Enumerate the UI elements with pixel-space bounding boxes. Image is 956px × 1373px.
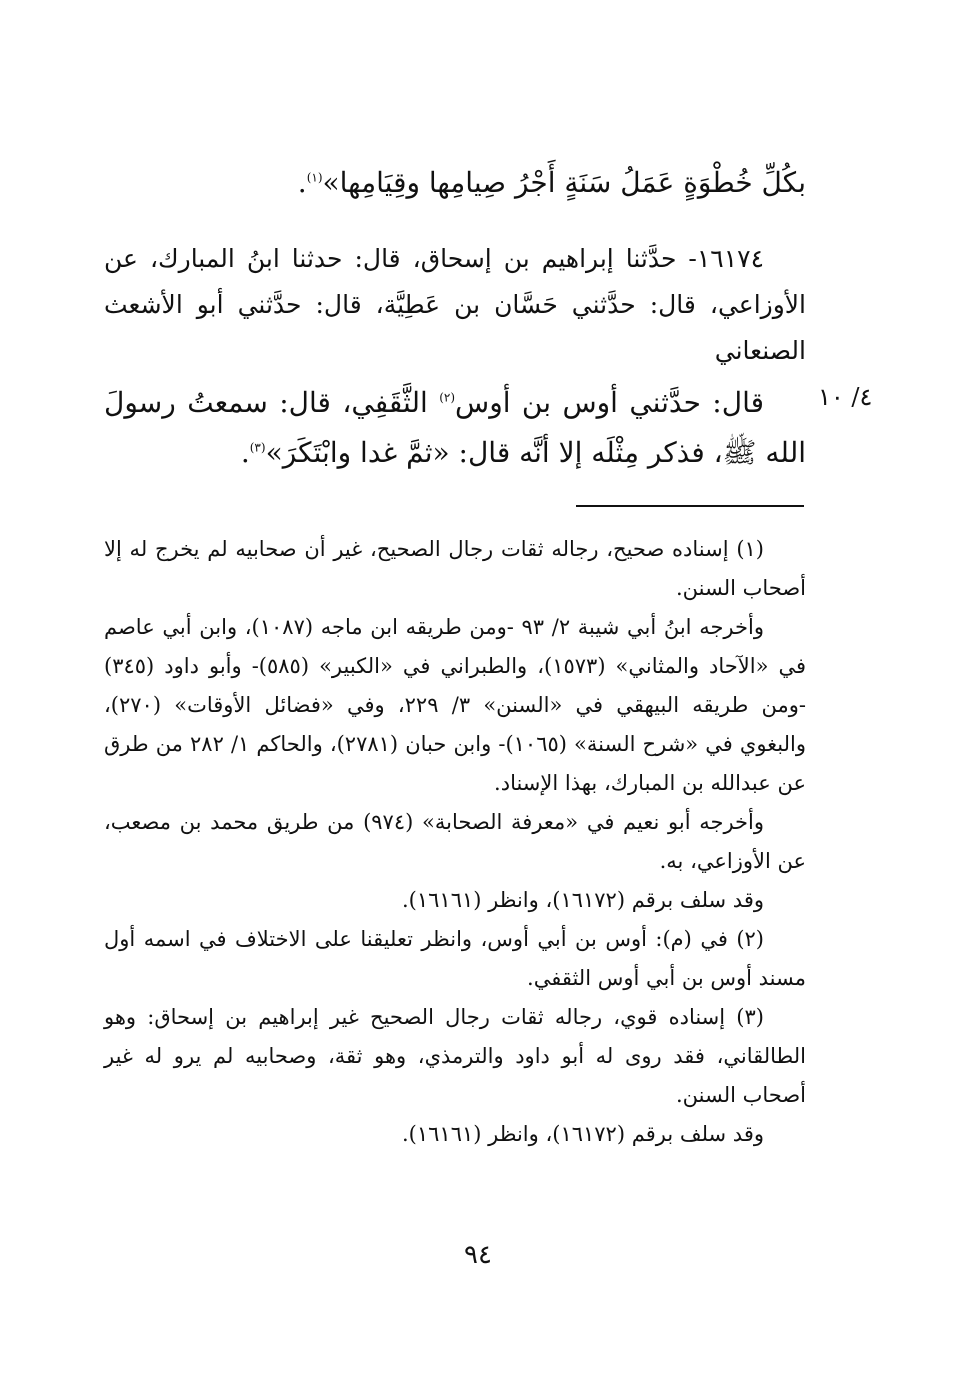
punctuation: . [240,436,250,469]
footnote-ref[interactable]: (١) [306,170,323,185]
hadith-text: بكُلِّ خُطْوَةٍ عَمَلُ سَنَةٍ أَجْرُ صِيامِها وقِيَامِها» [322,166,806,199]
footnote-3-cross-ref: وقد سلف برقم (١٦١٧٢)، وانظر (١٦١٦١). [402,1122,764,1146]
footnote-1-takhrij: وأخرجه ابنُ أبي شيبة ٢/ ٩٣ -ومن طريقه ابن ماجه (١٠٨٧)، وابن أبي عاصم في «الآحاد والمثاني» (١٥٧٣)، والطبراني في «الكبير» (٥٨٥)- وأبو داود (٣٤٥) -ومن طريقه البيهقي في «السنن» ٣/ ٢٢٩، وفي «فضائل الأوقات» (٢٧٠)، والبغوي في «شرح السنة» (١٠٦٥)- وابن حبان (٢٧٨١)، والحاكم ١/ ٢٨٢ من طرق عن عبدالله بن المبارك، بهذا الإسناد. [104,615,807,795]
footnote-separator [576,505,804,507]
footnote-3: (٣) إسناده قوي، رجاله ثقات رجال الصحيح غير إبراهيم بن إسحاق: وهو الطالقاني، فقد روى له أبو داود والترمذي، وهو ثقة، وصحابيه لم يرو له غير أصحاب السنن. [104,1005,806,1107]
hadith-text: الثَّقَفِي، قال: سمعتُ رسولَ الله ﷺ، فذكر مِثْلَه إلا أنَّه قال: «ثمَّ غدا وابْتَكَرَ» [104,386,806,469]
hadith-text: قال: حدَّثني أوس بن أوس [455,386,765,419]
volume-page-marker: ٤/ ١٠ [818,383,873,411]
footnote-ref[interactable]: (٢) [439,390,456,405]
footnotes [104,530,806,1154]
footnote-1-cross-ref: وقد سلف برقم (١٦١٧٢)، وانظر (١٦١٦١). [402,888,764,912]
footnote-1-takhrij-2: وأخرجه أبو نعيم في «معرفة الصحابة» (٩٧٤) من طريق محمد بن مصعب، عن الأوزاعي، به. [104,810,806,873]
page-number: ٩٤ [464,1240,492,1270]
hadith-16174-continuation [104,378,806,478]
hadith-continuation-line [104,158,806,208]
punctuation: . [297,166,307,199]
hadith-16174: ١٦١٧٤- حدَّثنا إبراهيم بن إسحاق، قال: حدثنا ابنُ المبارك، عن الأوزاعي، قال: حدَّثني حَسَّان بن عَطِيَّة، قال: حدَّثني أبو الأشعث الصنعاني [104,244,806,365]
footnote-1: (١) إسناده صحيح، رجاله ثقات رجال الصحيح، غير أن صحابيه لم يخرج له إلا أصحاب السنن. [104,537,806,600]
footnote-2: (٢) في (م): أوس بن أبي أوس، وانظر تعليقنا على الاختلاف في اسمه أول مسند أوس بن أبي أوس الثقفي. [104,927,806,990]
footnote-ref[interactable]: (٣) [249,440,266,455]
